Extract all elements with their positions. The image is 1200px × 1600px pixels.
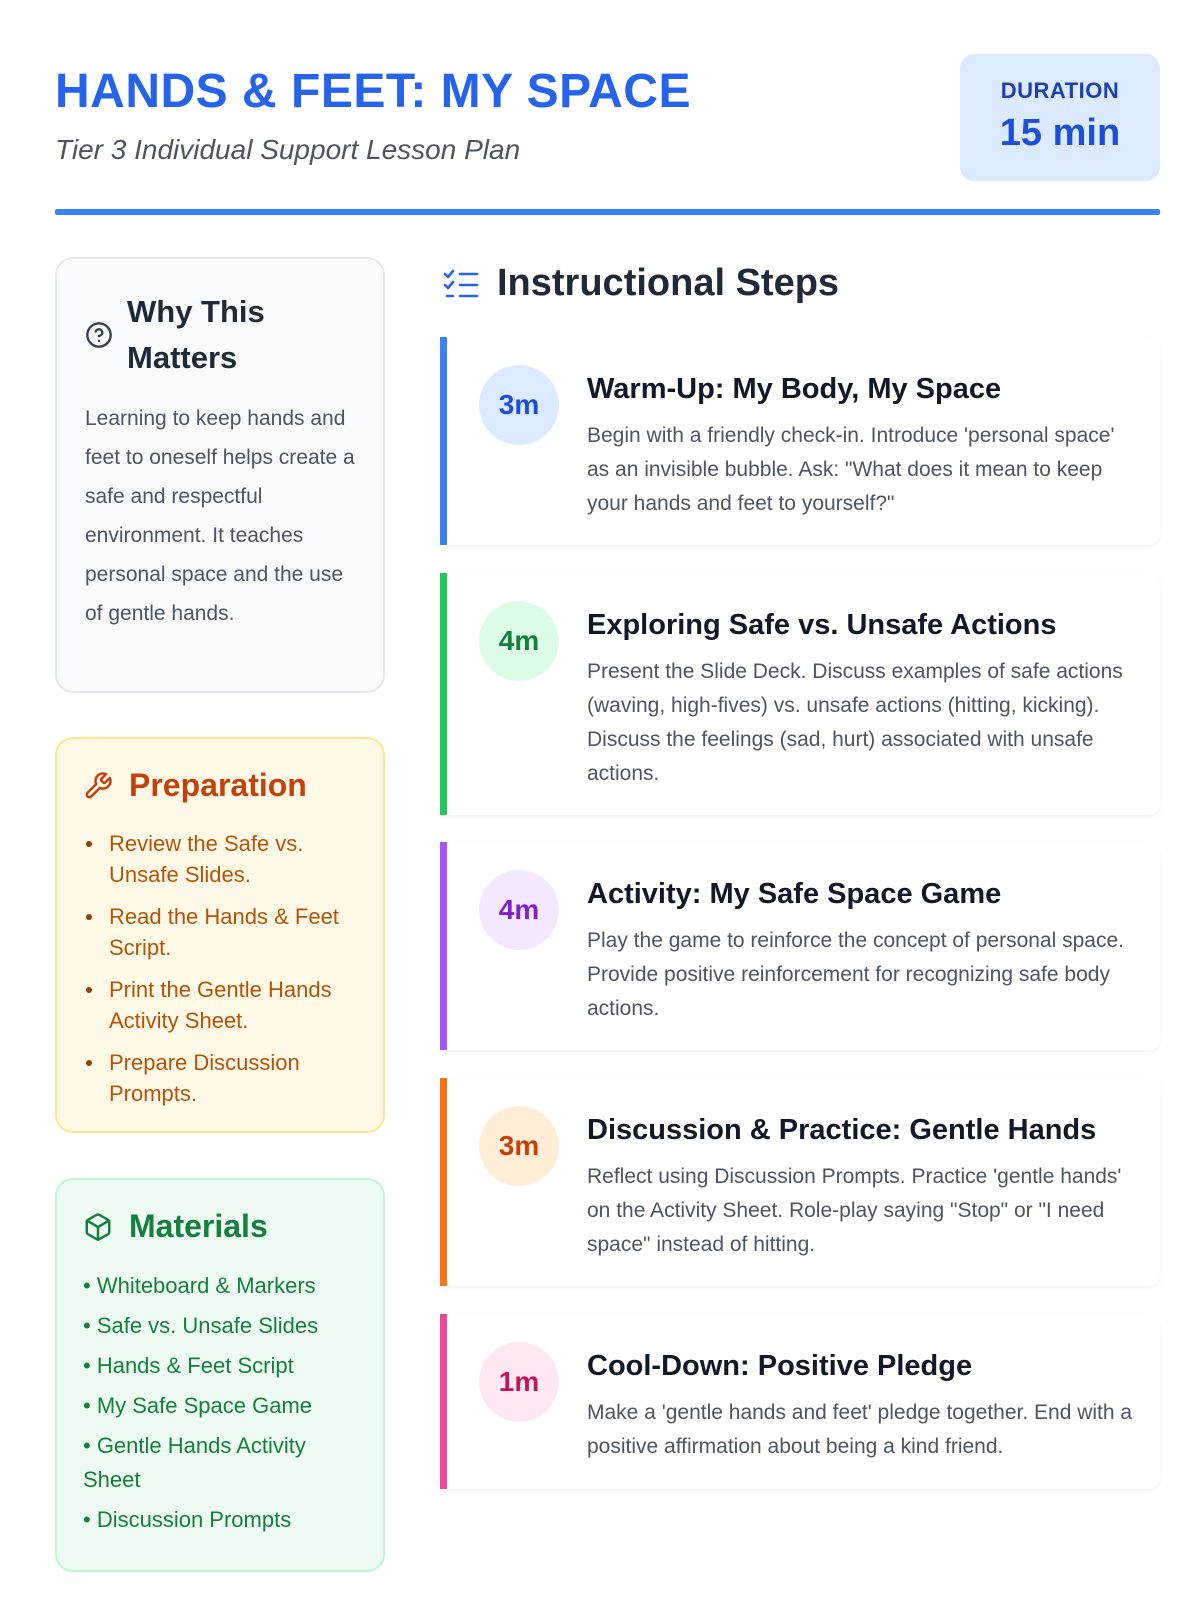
duration-badge: [960, 54, 1160, 181]
step-title: Cool-Down: Positive Pledge: [587, 1350, 973, 1382]
instructional-steps-title: Instructional Steps: [497, 262, 840, 304]
preparation-list: [83, 828, 357, 1109]
step-title: Warm-Up: My Body, My Space: [587, 373, 1002, 405]
list-item: Read the Hands & Feet Script.: [83, 901, 357, 963]
duration-value: 15 min: [999, 112, 1121, 154]
preparation-card: [55, 737, 385, 1133]
step-title: Exploring Safe vs. Unsafe Actions: [587, 609, 1057, 641]
list-item: • Hands & Feet Script: [83, 1353, 294, 1378]
list-item: • Safe vs. Unsafe Slides: [83, 1313, 319, 1338]
instructional-steps-header: [443, 262, 839, 305]
page-header: [55, 54, 1160, 214]
page-title: HANDS & FEET: MY SPACE: [55, 65, 691, 118]
why-this-matters-card: [55, 257, 385, 693]
step-time-badge: 1m: [479, 1342, 559, 1422]
step-description: Make a 'gentle hands and feet' pledge together. End with a positive affirmation about being a kind friend.: [587, 1401, 1133, 1458]
why-text: Learning to keep hands and feet to oneself helps create a safe and respectful environment. It teaches personal space and the use of gentle hands.: [85, 407, 355, 625]
step-card: [440, 573, 1160, 815]
step-card: [440, 1078, 1160, 1286]
list-item: • My Safe Space Game: [83, 1393, 313, 1418]
step-description: Begin with a friendly check-in. Introduce 'personal space' as an invisible bubble. Ask: "What does it mean to keep your hands and feet to yourself?": [587, 424, 1115, 515]
step-card: [440, 842, 1160, 1050]
why-title: Why This Matters: [127, 294, 265, 375]
step-time-badge: 3m: [479, 365, 559, 445]
list-item: Print the Gentle Hands Activity Sheet.: [83, 974, 357, 1036]
page-subtitle: Tier 3 Individual Support Lesson Plan: [55, 134, 521, 165]
checklist-icon: [443, 268, 479, 300]
duration-label: DURATION: [1000, 78, 1120, 103]
step-time-badge: 3m: [479, 1106, 559, 1186]
step-time-badge: 4m: [479, 601, 559, 681]
materials-list: [83, 1269, 357, 1537]
materials-title: Materials: [129, 1208, 268, 1244]
list-item: • Gentle Hands Activity Sheet: [83, 1433, 306, 1492]
step-description: Play the game to reinforce the concept of personal space. Provide positive reinforcement for recognizing safe body actions.: [587, 929, 1124, 1020]
header-divider: [55, 209, 1160, 215]
list-item: Prepare Discussion Prompts.: [83, 1047, 357, 1109]
step-description: Reflect using Discussion Prompts. Practice 'gentle hands' on the Activity Sheet. Role-play saying "Stop" or "I need space" instead of hitting.: [587, 1165, 1122, 1256]
step-title: Activity: My Safe Space Game: [587, 878, 1002, 910]
list-item: • Whiteboard & Markers: [83, 1273, 316, 1298]
step-card: [440, 337, 1160, 545]
wrench-icon: [83, 771, 113, 801]
step-description: Present the Slide Deck. Discuss examples of safe actions (waving, high-fives) vs. unsafe actions (hitting, kicking). Discuss the feelings (sad, hurt) associated with unsafe actions.: [587, 660, 1123, 785]
list-item: • Discussion Prompts: [83, 1507, 292, 1532]
box-icon: [83, 1212, 113, 1242]
list-item: Review the Safe vs. Unsafe Slides.: [83, 828, 357, 890]
question-circle-icon: [85, 321, 113, 349]
step-time-badge: 4m: [479, 870, 559, 950]
step-card: [440, 1314, 1160, 1489]
step-title: Discussion & Practice: Gentle Hands: [587, 1114, 1097, 1146]
materials-card: [55, 1178, 385, 1572]
preparation-title: Preparation: [129, 767, 307, 803]
